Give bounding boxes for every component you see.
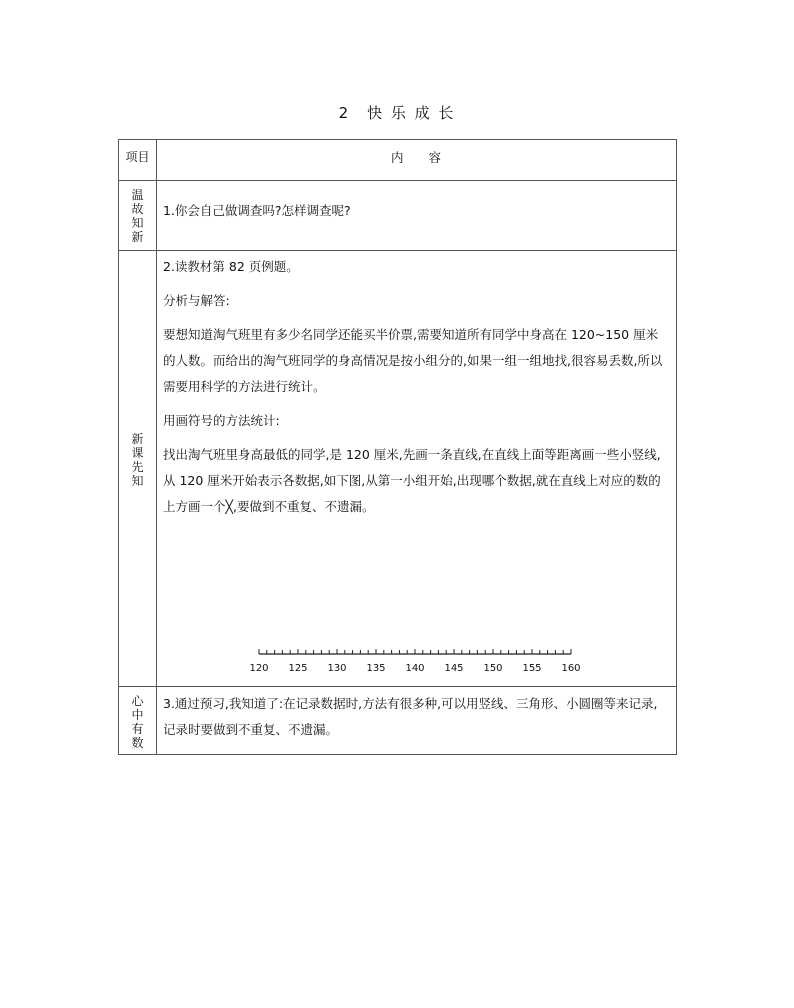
row-divider bbox=[119, 686, 676, 687]
header-content: 内 容 bbox=[390, 150, 441, 165]
column-divider bbox=[156, 140, 157, 754]
summary-paragraph: 3.通过预习,我知道了:在记录数据时,方法有很多种,可以用竖线、三角形、小圆圈等来记录,记录时要做到不重复、不遗漏。 bbox=[163, 696, 658, 737]
label-char: 先 bbox=[131, 460, 144, 474]
label-char: 故 bbox=[131, 202, 144, 216]
row-label-preview bbox=[119, 400, 156, 520]
example-instruction: 2.读教材第 82 页例题。 bbox=[163, 259, 299, 274]
number-line bbox=[239, 640, 589, 680]
label-char: 新 bbox=[131, 230, 144, 244]
analysis-heading: 分析与解答: bbox=[163, 293, 230, 308]
tick-label: 150 bbox=[483, 663, 503, 674]
summary-content bbox=[163, 691, 666, 743]
row-divider bbox=[119, 250, 676, 251]
tick-label: 120 bbox=[249, 663, 269, 674]
tick-label: 130 bbox=[327, 663, 347, 674]
label-char: 数 bbox=[131, 736, 144, 750]
analysis-paragraph: 要想知道淘气班里有多少名同学还能买半价票,需要知道所有同学中身高在 120~150 厘米的人数。而给出的淘气班同学的身高情况是按小组分的,如果一组一组地找,很容易丢数,所以需要用科学的方法进行统计。 bbox=[163, 327, 663, 394]
row-divider bbox=[119, 180, 676, 181]
tick-label: 140 bbox=[405, 663, 425, 674]
method-heading: 用画符号的方法统计: bbox=[163, 413, 280, 428]
label-char: 知 bbox=[131, 474, 144, 488]
tick-label: 155 bbox=[522, 663, 542, 674]
tick-label: 145 bbox=[444, 663, 464, 674]
label-char: 知 bbox=[131, 216, 144, 230]
label-char: 课 bbox=[131, 446, 144, 460]
tick-label: 135 bbox=[366, 663, 386, 674]
label-char: 新 bbox=[131, 432, 144, 446]
row-label-summary bbox=[119, 688, 156, 756]
row-label-review bbox=[119, 182, 156, 250]
header-item: 项目 bbox=[125, 150, 150, 164]
label-char: 温 bbox=[131, 188, 144, 202]
method-paragraph: 找出淘气班里身高最低的同学,是 120 厘米,先画一条直线,在直线上面等距离画一些小竖线,从 120 厘米开始表示各数据,如下图,从第一小组开始,出现哪个数据,就在直线上对应的数的上方画一个╳,要做到不重复、不遗漏。 bbox=[163, 447, 661, 514]
lesson-table bbox=[118, 139, 677, 755]
document-title: 2 快 乐 成 长 bbox=[338, 104, 456, 122]
review-content bbox=[163, 198, 666, 224]
label-char: 有 bbox=[131, 722, 144, 736]
label-char: 中 bbox=[131, 708, 144, 722]
preview-content bbox=[163, 254, 666, 520]
tick-label: 125 bbox=[288, 663, 308, 674]
label-char: 心 bbox=[131, 694, 144, 708]
review-question: 1.你会自己做调查吗?怎样调查呢? bbox=[163, 203, 351, 218]
tick-label: 160 bbox=[561, 663, 581, 674]
